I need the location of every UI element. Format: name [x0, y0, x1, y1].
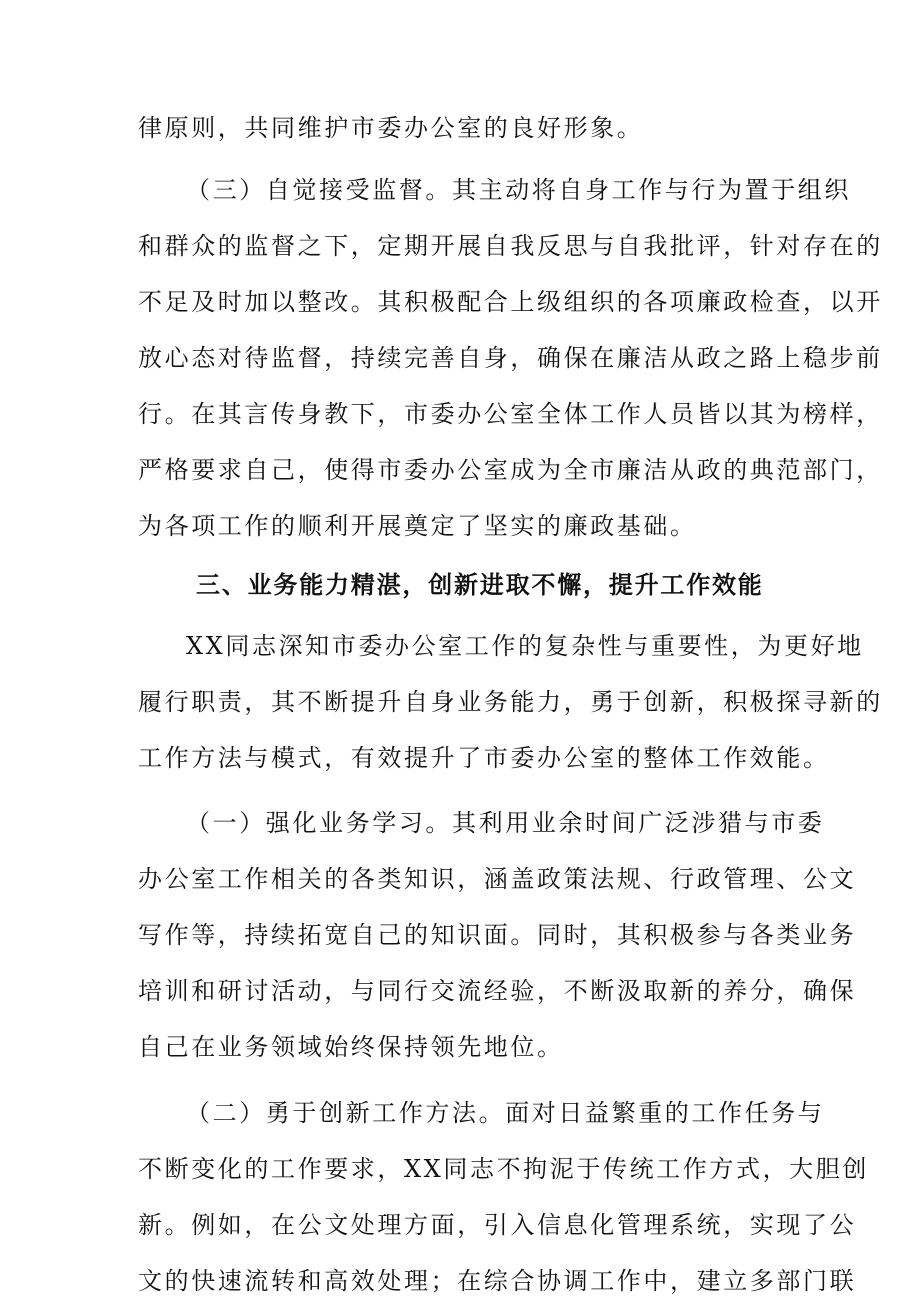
body-text-line: 放心态对待监督，持续完善自身，确保在廉洁从政之路上稳步前 [138, 344, 883, 372]
body-text-line: 写作等，持续拓宽自己的知识面。同时，其积极参与各类业务 [138, 921, 857, 949]
body-text-line: 自己在业务领域始终保持领先地位。 [138, 1033, 564, 1061]
body-text-line: 工作方法与模式，有效提升了市委办公室的整体工作效能。 [138, 744, 830, 772]
body-text-line: （一）强化业务学习。其利用业余时间广泛涉猎与市委 [186, 809, 825, 837]
body-text-line: XX同志深知市委办公室工作的复杂性与重要性，为更好地 [186, 632, 864, 660]
body-text-line: 履行职责，其不断提升自身业务能力，勇于创新，积极探寻新的 [138, 688, 883, 716]
body-text-line: 行。在其言传身教下，市委办公室全体工作人员皆以其为榜样， [138, 400, 883, 428]
body-text-line: 办公室工作相关的各类知识，涵盖政策法规、行政管理、公文 [138, 865, 857, 893]
section-heading: 三、业务能力精湛，创新进取不懈，提升工作效能 [196, 570, 764, 599]
body-text-line: 严格要求自己，使得市委办公室成为全市廉洁从政的典范部门， [138, 456, 883, 484]
body-text-line: 不足及时加以整改。其积极配合上级组织的各项廉政检查，以开 [138, 288, 883, 316]
body-text-line: 不断变化的工作要求，XX同志不拘泥于传统工作方式，大胆创 [138, 1155, 869, 1183]
body-text-line: （二）勇于创新工作方法。面对日益繁重的工作任务与 [186, 1099, 825, 1127]
body-text-line: 律原则，共同维护市委办公室的良好形象。 [138, 114, 644, 142]
body-text-line: （三）自觉接受监督。其主动将自身工作与行为置于组织 [186, 176, 851, 204]
body-text-line: 文的快速流转和高效处理；在综合协调工作中，建立多部门联 [138, 1267, 857, 1295]
body-text-line: 和群众的监督之下，定期开展自我反思与自我批评，针对存在的 [138, 232, 883, 260]
body-text-line: 新。例如，在公文处理方面，引入信息化管理系统，实现了公 [138, 1211, 857, 1239]
body-text-line: 培训和研讨活动，与同行交流经验，不断汲取新的养分，确保 [138, 977, 857, 1005]
body-text-line: 为各项工作的顺利开展奠定了坚实的廉政基础。 [138, 512, 697, 540]
